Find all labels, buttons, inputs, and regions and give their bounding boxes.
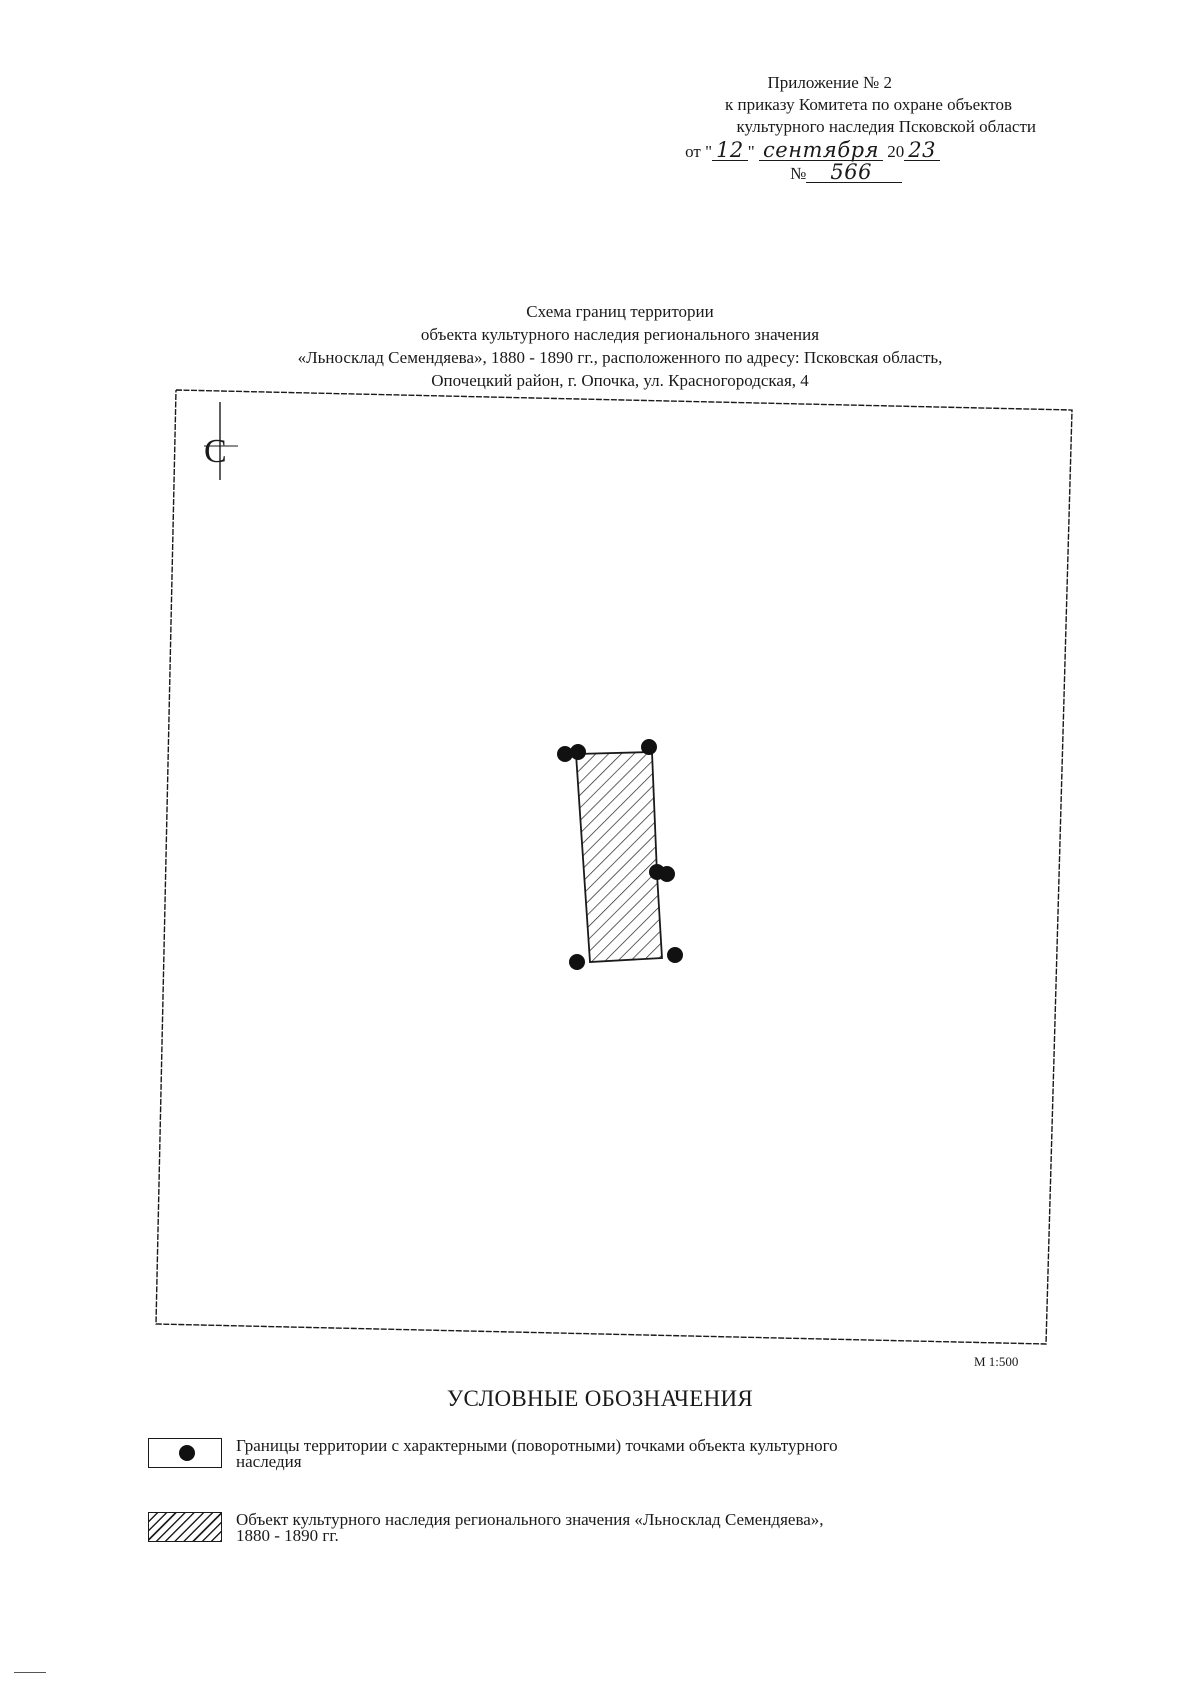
boundary-point [569,954,585,970]
legend-swatch-heritage-object [148,1512,222,1542]
date-prefix: от " [685,142,713,161]
map-scale: М 1:500 [974,1354,1019,1369]
appendix-committee: культурного наследия Псковской области [736,117,1036,136]
handwritten-day: 12 [712,140,748,161]
heritage-object-area [576,752,662,962]
north-label: С [204,433,227,470]
north-arrow-icon [204,402,238,480]
legend-heritage-line-1: Объект культурного наследия регионального значения «Льносклад Семендяева», [236,1510,824,1529]
boundary-point [667,947,683,963]
legend-boundary-line-2: наследия [236,1452,302,1471]
hatch-pattern-icon [149,1513,221,1541]
scan-edge-mark [14,1672,46,1673]
number-prefix: № [790,164,807,183]
year-prefix: 20 [887,142,905,161]
boundary-point [570,744,586,760]
boundary-point [641,739,657,755]
appendix-order-ref: к приказу Комитета по охране объектов [725,95,1012,114]
legend-text-boundary [236,1438,1056,1470]
legend-swatch-boundary [148,1438,222,1468]
title-line-3: «Льносклад Семендяева», 1880 - 1890 гг., расположенного по адресу: Псковская область, [297,348,943,367]
boundary-point-icon [179,1445,195,1461]
legend-title: УСЛОВНЫЕ ОБОЗНАЧЕНИЯ [446,1386,754,1411]
title-line-4: Опочецкий район, г. Опочка, ул. Красногородская, 4 [431,371,809,390]
title-line-1: Схема границ территории [526,302,714,321]
title-line-2: объекта культурного наследия регионального значения [420,325,820,344]
legend-text-heritage-object [236,1512,1056,1544]
handwritten-number: 566 [806,162,902,183]
legend-boundary-line-1: Границы территории с характерными (поворотными) точками объекта культурного [236,1436,838,1455]
appendix-number: Приложение № 2 [767,73,892,92]
legend-heritage-line-2: 1880 - 1890 гг. [236,1526,339,1545]
boundary-point [659,866,675,882]
handwritten-year: 23 [904,140,940,161]
handwritten-month: сентября [759,140,883,161]
date-quote: " [747,142,755,161]
